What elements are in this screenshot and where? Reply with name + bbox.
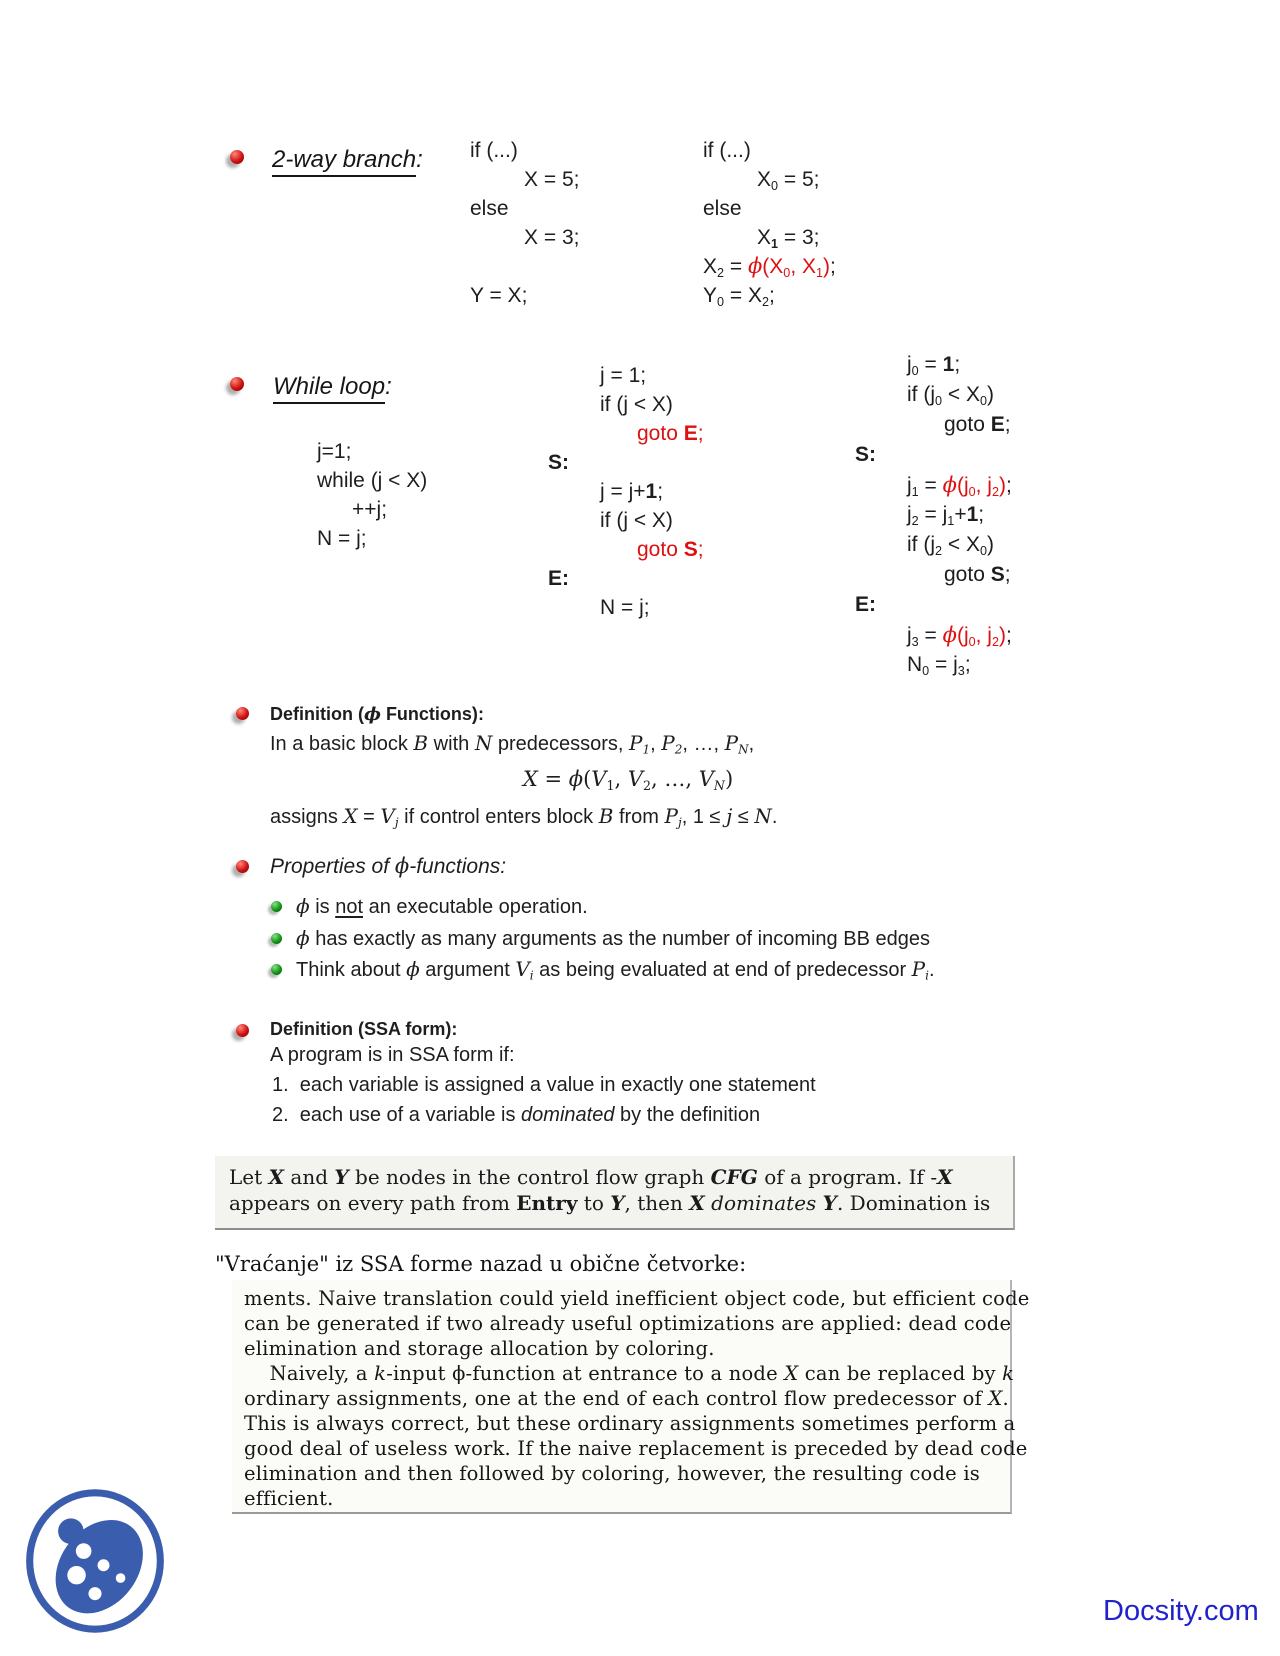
red-sphere-bullet-icon [236,707,249,720]
red-sphere-bullet-icon [236,1024,249,1037]
code-column-while-goto [548,361,704,622]
text-line: appears on every path from Entry to Y, then X dominates Y. Domination is [229,1191,991,1215]
docsity-watermark-link[interactable]: Docsity.com [1103,1595,1259,1627]
text-line: else [703,197,742,220]
text-line: ordinary assignments, one at the end of each control flow predecessor of X. [244,1387,1009,1410]
section-title-while-loop: While loop: [273,373,392,401]
text-line: if (...) [470,139,518,162]
code-column-branch-plain [470,136,579,310]
property-item: Think about ϕ argument $V_i$ as being evaluated at end of predecessor $P_i$. [296,957,935,983]
phi-formula: $X = \phi(V_1$, $V_2$, …, $V_N$) [522,767,734,793]
text-line: goto E; [637,422,704,445]
text-line: if $(j_0 < X_0)$ [907,383,994,408]
text-line: ++j; [352,498,388,521]
text-line: N = j; [317,527,367,550]
code-column-while-source [317,437,427,553]
green-sphere-bullet-icon [271,933,282,944]
text-line: efficient. [244,1487,334,1510]
vracanje-heading: "Vraćanje" iz SSA forme nazad u obične četvorke: [215,1252,747,1276]
text-line: elimination and storage allocation by coloring. [244,1337,715,1360]
text-line: if (j < X) [600,393,673,416]
text-line: Y = X; [470,284,528,307]
text-line: goto E; [944,413,1011,436]
phi-definition-line2: assigns $X = V_j$ if control enters block B from $P_j$, 1 ≤ j ≤ N. [270,804,778,830]
phi-definition-line1: In a basic block B with N predecessors, $P_1$, $P_2$, …, $P_N$, [270,731,755,757]
naive-translation-box [232,1280,1030,1514]
red-sphere-bullet-icon [236,860,249,873]
text-line: S: [855,443,876,466]
text-line: goto S; [944,563,1011,586]
text-line: $j_1 = \phi(j_0$, $j_2$); [907,473,1012,499]
text-line: elimination and then followed by coloring, however, the resulting code is [244,1462,980,1485]
text-line: $X_1 = 3$; [757,226,820,251]
text-line: $X_2 = \phi(X_0$, $X_1$); [703,254,836,280]
property-item: ϕ has exactly as many arguments as the number of incoming BB edges [296,926,930,950]
text-line: This is always correct, but these ordinary assignments sometimes perform a [244,1412,1016,1435]
text-line: $j_0 = 1$; [907,353,961,378]
section-title-2way-branch: 2-way branch: [272,146,423,174]
text-line: ments. Naive translation could yield inefficient object code, but efficient code [244,1287,1030,1310]
ssa-list-item-1: 1. each variable is assigned a value in exactly one statement [272,1074,816,1096]
green-sphere-bullet-icon [271,901,282,912]
heading-definition-ssa-form: Definition (SSA form): [270,1019,458,1039]
text-line: N = j; [600,596,650,619]
text-line: $N_0 = j_3$; [907,653,971,678]
property-item: ϕ is not an executable operation. [296,894,588,918]
domination-definition-box [215,1156,1015,1230]
text-line: if (j < X) [600,509,673,532]
text-line: can be generated if two already useful optimizations are applied: dead code [244,1312,1012,1335]
text-line: j=1; [317,440,352,463]
text-line: S: [548,451,569,474]
text-line: $Y_0 = X_2$; [703,284,775,309]
text-line: E: [548,567,569,590]
text-line: else [470,197,509,220]
docsity-logo-icon [24,1487,166,1635]
text-line: if (...) [703,139,751,162]
red-sphere-bullet-icon [230,377,244,391]
text-line: $j_3 = \phi(j_0$, $j_2$); [907,623,1012,649]
text-line: while (j < X) [317,469,428,492]
text-line: goto S; [637,538,704,561]
heading-properties-phi: Properties of ϕ-functions: [270,854,507,878]
ssa-intro-line: A program is in SSA form if: [270,1044,515,1066]
text-line: Let X and Y be nodes in the control flow graph CFG of a program. If -X [229,1165,953,1189]
text-line: j = 1; [600,364,647,387]
text-line: if $(j_2 < X_0)$ [907,533,994,558]
text-line: X = 5; [524,168,580,191]
green-sphere-bullet-icon [271,964,282,975]
code-column-branch-ssa [703,136,836,310]
ssa-list-item-2: 2. each use of a variable is dominated by the definition [272,1104,761,1126]
red-sphere-bullet-icon [230,150,244,164]
code-column-while-ssa [855,350,1012,680]
text-line: good deal of useless work. If the naive replacement is preceded by dead code [244,1437,1028,1460]
text-line: X = 3; [524,226,580,249]
text-line [470,252,579,281]
text-line: $X_0 = 5$; [757,168,820,193]
text-line: Naively, a k-input ϕ-function at entrance to a node X can be replaced by k [244,1362,1015,1385]
text-line: j = j+1; [600,480,664,503]
text-line: E: [855,593,876,616]
text-line: $j_2 = j_1+1$; [907,503,985,528]
heading-definition-phi-functions: Definition (ϕ Functions): [270,704,484,725]
